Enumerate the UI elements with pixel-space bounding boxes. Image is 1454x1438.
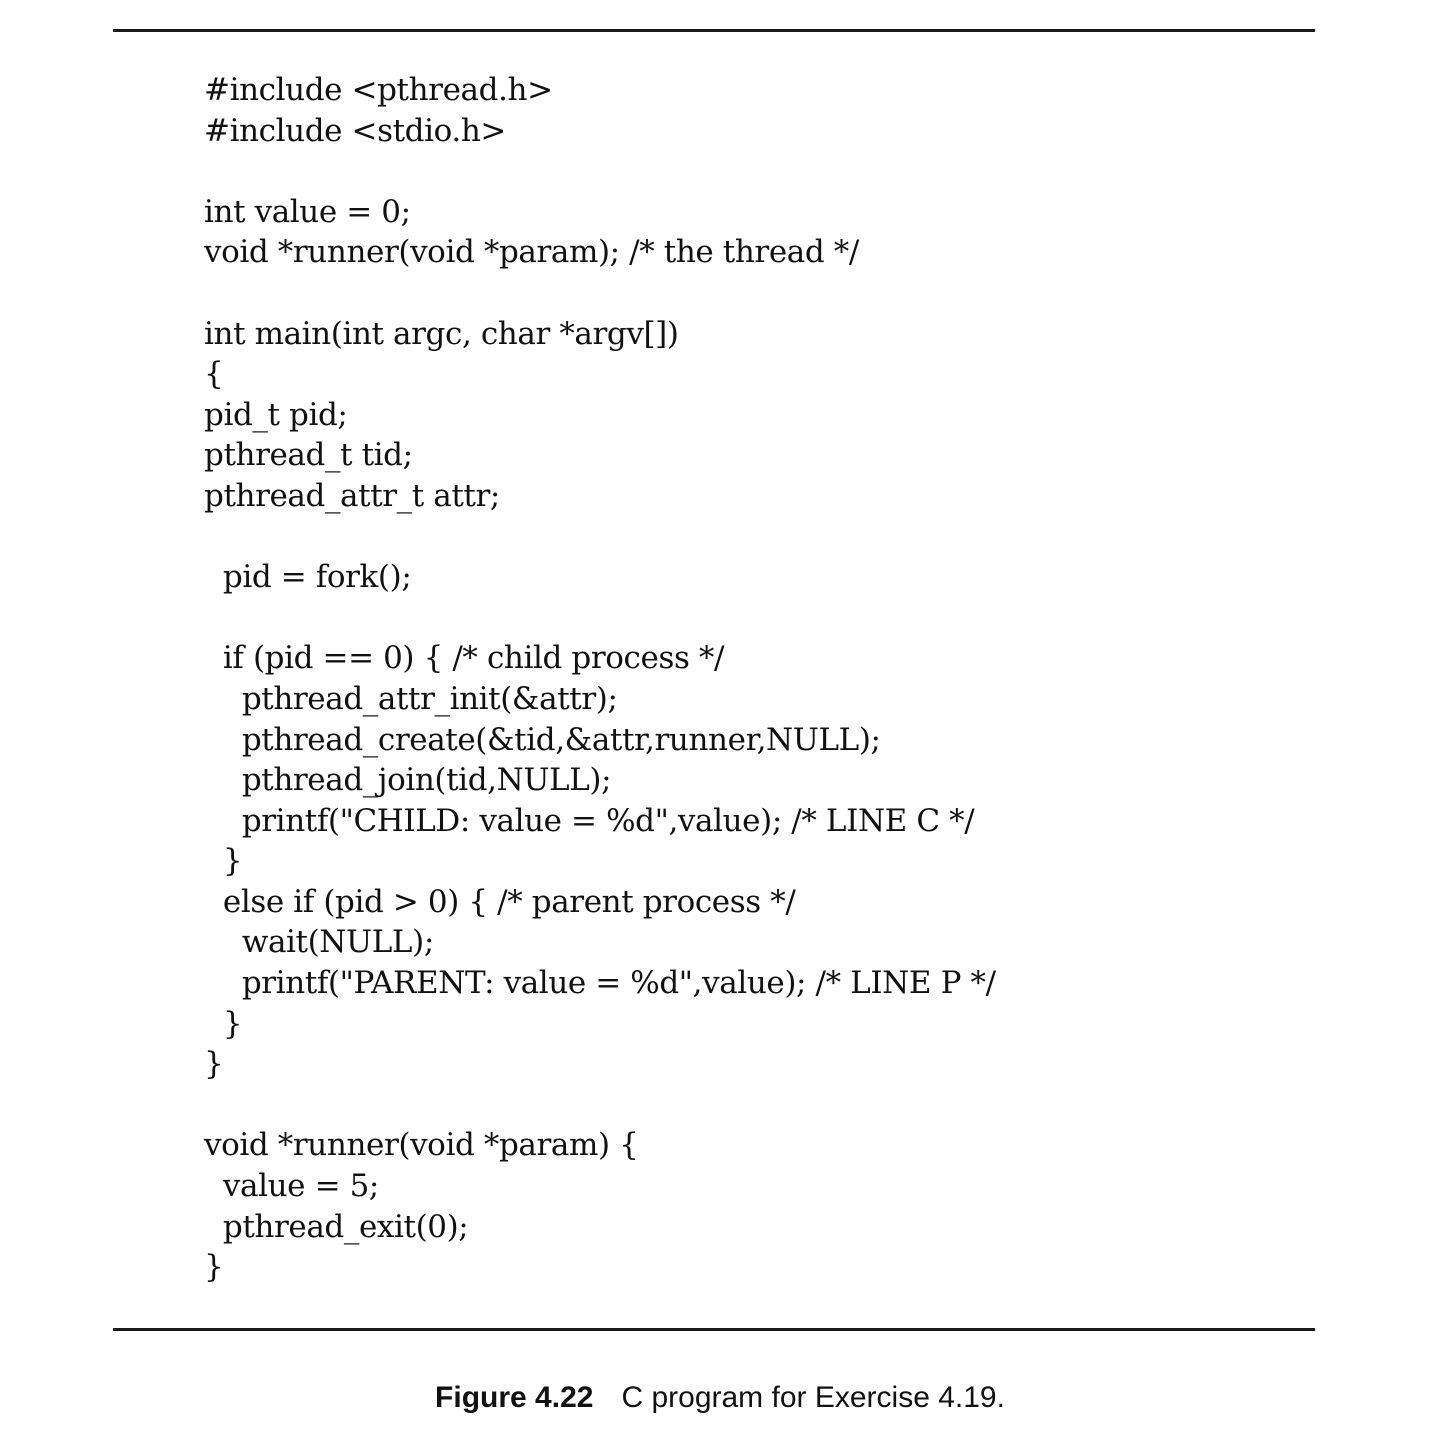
code-line: void *runner(void *param); /* the thread */ xyxy=(204,234,859,271)
figure-label: Figure 4.22 xyxy=(435,1381,594,1414)
code-line: pthread_attr_init(&attr); xyxy=(204,680,618,717)
code-line: pthread_attr_t attr; xyxy=(204,477,500,514)
code-line: #include <pthread.h> xyxy=(204,72,553,108)
code-line: #include <stdio.h> xyxy=(204,112,506,149)
code-line: pthread_exit(0); xyxy=(204,1208,469,1245)
code-line: pid = fork(); xyxy=(204,559,412,596)
code-line: printf("CHILD: value = %d",value); /* LINE C */ xyxy=(204,802,975,839)
top-rule xyxy=(113,29,1315,32)
code-line: pid_t pid; xyxy=(204,396,348,433)
code-line: wait(NULL); xyxy=(204,924,434,961)
code-line xyxy=(204,598,996,639)
code-line: else if (pid > 0) { /* parent process */ xyxy=(204,883,796,920)
code-line: } xyxy=(204,1249,224,1286)
bottom-rule xyxy=(113,1328,1315,1331)
code-line: } xyxy=(204,1005,243,1042)
code-line xyxy=(204,151,996,192)
code-line: int value = 0; xyxy=(204,193,411,230)
code-line xyxy=(204,1085,996,1126)
code-line: int main(int argc, char *argv[]) xyxy=(204,315,679,352)
code-line: pthread_t tid; xyxy=(204,437,413,474)
code-line: } xyxy=(204,843,243,880)
code-line: printf("PARENT: value = %d",value); /* LINE P */ xyxy=(204,965,996,1002)
code-line: } xyxy=(204,1046,224,1083)
code-line xyxy=(204,517,996,558)
figure-caption-text: C program for Exercise 4.19. xyxy=(621,1381,1005,1414)
figure-caption xyxy=(0,1378,1440,1418)
code-line xyxy=(204,273,996,314)
code-line: if (pid == 0) { /* child process */ xyxy=(204,640,725,677)
code-line: pthread_join(tid,NULL); xyxy=(204,762,612,799)
code-line: value = 5; xyxy=(204,1168,379,1205)
code-listing xyxy=(204,70,996,1288)
code-line: void *runner(void *param) { xyxy=(204,1127,639,1164)
code-line: { xyxy=(204,356,224,393)
code-line: pthread_create(&tid,&attr,runner,NULL); xyxy=(204,721,881,758)
